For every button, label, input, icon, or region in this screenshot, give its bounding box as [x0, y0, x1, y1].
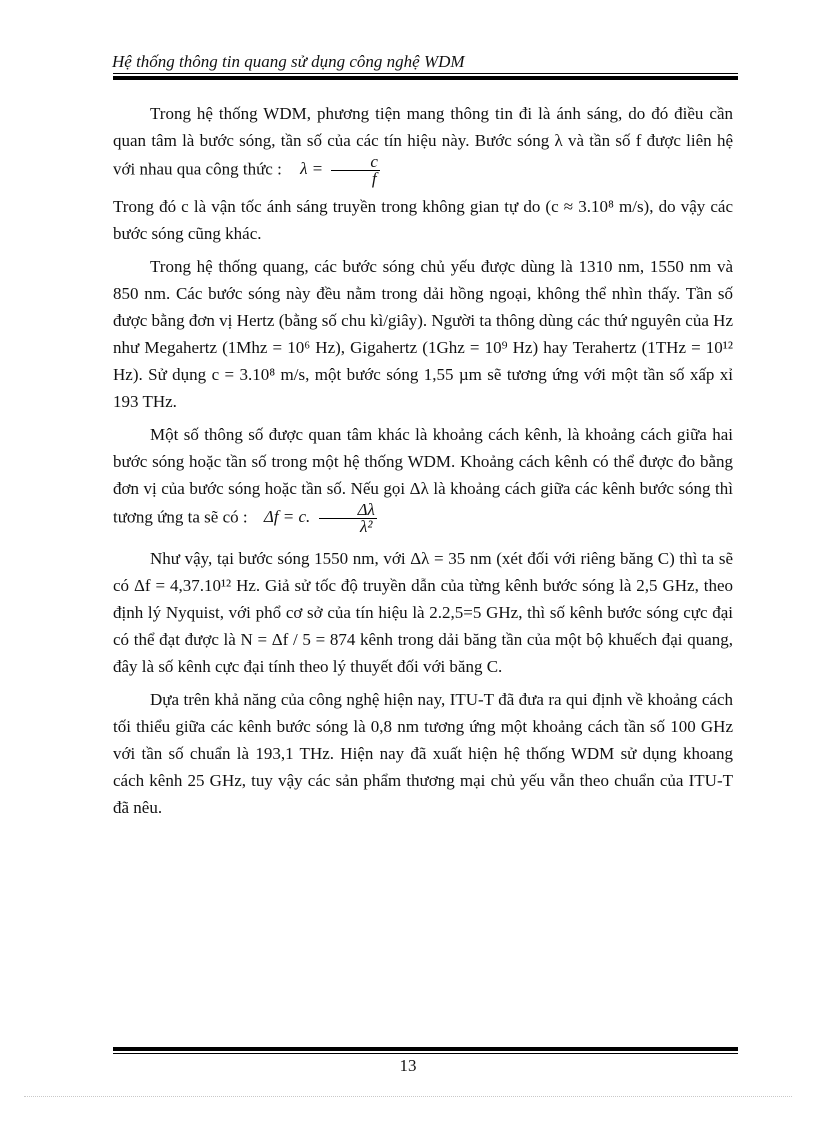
footer-rule-thin: [113, 1053, 738, 1054]
paragraph-3: Trong hệ thống quang, các bước sóng chủ yếu được dùng là 1310 nm, 1550 nm và 850 nm. Các bước sóng này đều nằm trong dải hồng ngoại, không thể nhìn thấy. Tần số được bằng đơn vị Hertz (bằng số chu kì/giây). Người ta thông dùng các thứ nguyên của Hz như Megahertz (1Mhz = 10⁶ Hz), Gigahertz (1Ghz = 10⁹ Hz) hay Terahertz (1THz = 10¹² Hz). Sử dụng c = 3.10⁸ m/s, một bước sóng 1,55 µm sẽ tương ứng với một tần số xấp xỉ 193 THz.: [113, 257, 733, 411]
header-rule-thin: [113, 73, 738, 74]
formula-fraction: $\frac{\Delta\lambda}{\text{λ²}}$: [319, 502, 377, 535]
page-edge-dotted-line: [24, 1096, 792, 1097]
page-number: 13: [399, 1056, 417, 1075]
paragraph-5: Như vậy, tại bước sóng 1550 nm, với Δλ = 35 nm (xét đối với riêng băng C) thì ta sẽ có Δf = 4,37.10¹² Hz. Giả sử tốc độ truyền dẫn của từng kênh bước sóng là 2,5 GHz, theo định lý Nyquist, với phổ cơ sở của tín hiệu là 2.2,5=5 GHz, thì số kênh bước sóng cực đại có thể đạt được là N = Δf / 5 = 874 kênh trong dải băng tần của một bộ khuếch đại quang, đây là số kênh cực đại tính theo lý thuyết đối với băng C.: [113, 549, 733, 676]
paragraph-1: Trong hệ thống WDM, phương tiện mang thông tin đi là ánh sáng, do đó điều cần quan tâm là bước sóng, tần số của các tín hiệu này. Bước sóng λ và tần số f được liên hệ với nhau qua công thức : λ = $\frac{c}{f}$: [113, 104, 733, 188]
page-body: [113, 100, 733, 821]
paragraph-6: Dựa trên khả năng của công nghệ hiện nay, ITU-T đã đưa ra qui định về khoảng cách tối thiểu giữa các kênh bước sóng là 0,8 nm tương ứng một khoảng cách tần số 100 GHz với tần số chuẩn là 193,1 THz. Hiện nay đã xuất hiện hệ thống WDM sử dụng khoang cách kênh 25 GHz, tuy vậy các sản phẩm thương mại chủ yếu vẫn theo chuẩn của ITU-T đã nêu.: [113, 690, 733, 817]
paragraph-4: Một số thông số được quan tâm khác là khoảng cách kênh, là khoảng cách giữa hai bước sóng hoặc tần số trong một hệ thống WDM. Khoảng cách kênh có thể được đo bằng đơn vị của bước sóng hoặc tần số. Nếu gọi Δλ là khoảng cách giữa các kênh bước sóng thì tương ứng ta sẽ có : Δf = c. $\frac{\Delta\lambda}{\text{λ²}}$: [113, 425, 733, 536]
formula-channel-spacing: Δf = c. $\frac{\Delta\lambda}{\text{λ²}}$: [263, 500, 375, 536]
footer-rule-thick: [113, 1047, 738, 1051]
header-rule-thick: [113, 76, 738, 80]
running-header: Hệ thống thông tin quang sử dụng công nghệ WDM: [112, 52, 465, 71]
formula-wavelength: λ = $\frac{c}{f}$: [300, 152, 378, 188]
formula-fraction: $\frac{c}{f}$: [331, 154, 380, 187]
paragraph-2: Trong đó c là vận tốc ánh sáng truyền trong không gian tự do (c ≈ 3.10⁸ m/s), do vậy các bước sóng cũng khác.: [113, 197, 733, 243]
